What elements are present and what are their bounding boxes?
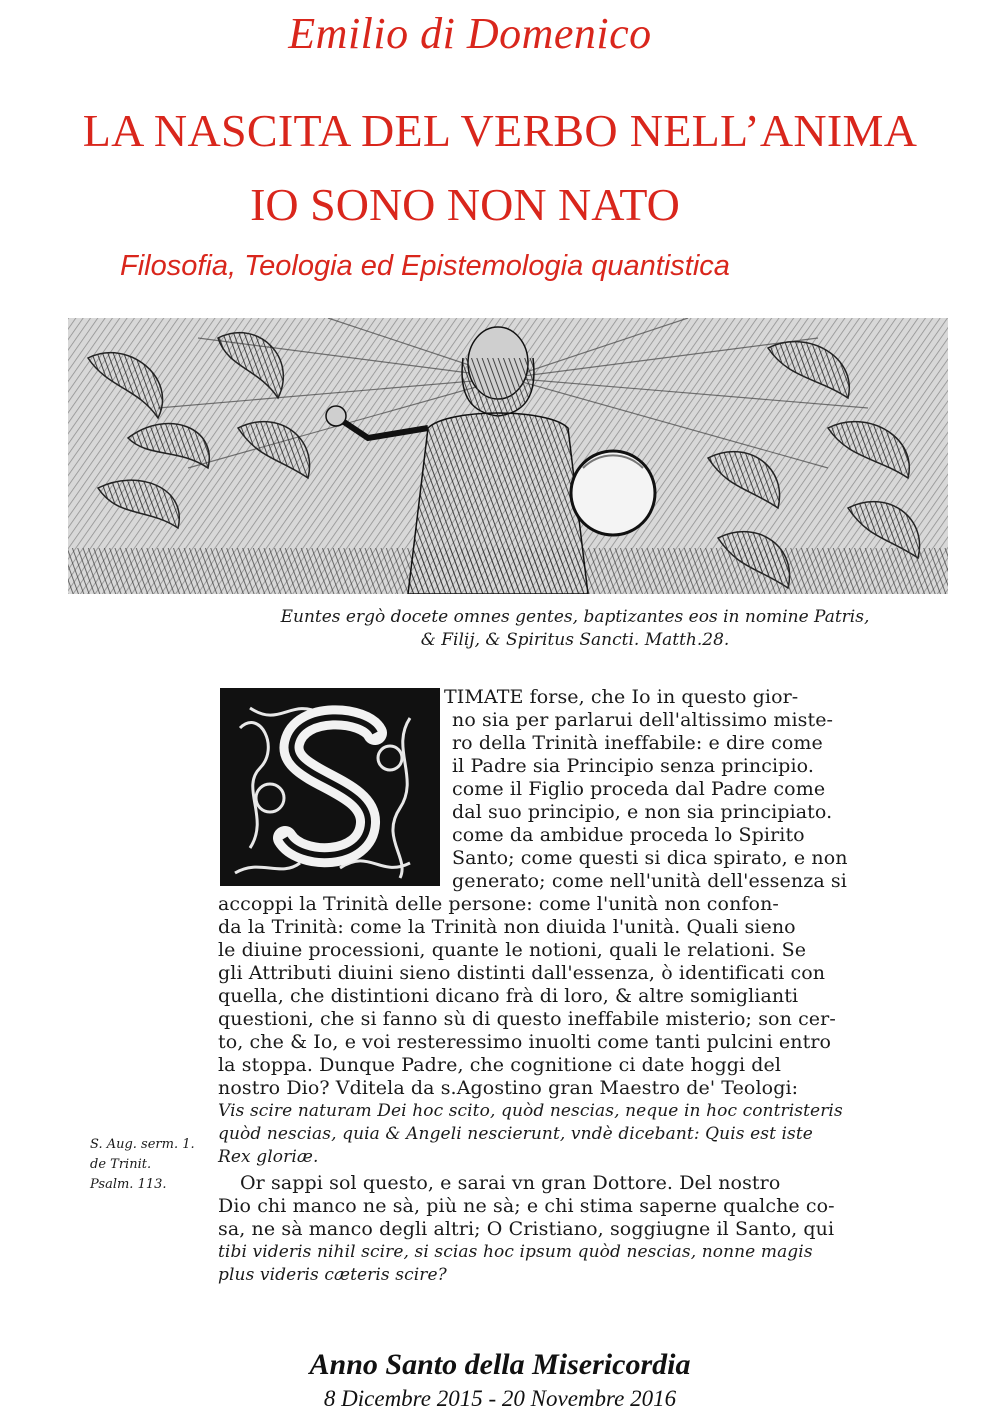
- text-line: Santo; come questi si dica spirato, e non: [452, 847, 848, 869]
- text-line: quella, che distintioni dicano frà di loro, & altre somiglianti: [218, 985, 799, 1007]
- text-line: ro della Trinità ineffabile: e dire come: [452, 732, 823, 754]
- book-subtitle: Filosofia, Teologia ed Epistemologia quantistica: [120, 250, 730, 282]
- text-line: Or sappi sol questo, e sarai vn gran Dottore. Del nostro: [240, 1172, 781, 1194]
- book-title-line-2: IO SONO NON NATO: [250, 179, 680, 230]
- text-line: questioni, che si fanno sù di questo ineffabile misterio; son cer-: [218, 1008, 836, 1030]
- text-line: dal suo principio, e non sia principiato.: [452, 801, 833, 823]
- author-name: Emilio di Domenico: [288, 9, 652, 58]
- text-line: nostro Dio? Vditela da s.Agostino gran Maestro de' Teologi:: [218, 1077, 799, 1099]
- text-line: to, che & Io, e voi resteressimo inuolti come tanti pulcini entro: [218, 1031, 832, 1053]
- text-line: plus videris cæteris scire?: [218, 1265, 447, 1285]
- body-text: [60, 600, 960, 1320]
- text-line: la stoppa. Dunque Padre, che cognitione ci date hoggi del: [218, 1054, 782, 1076]
- margin-citation: [90, 1135, 220, 1195]
- holy-year-title: Anno Santo della Misericordia: [309, 1348, 691, 1381]
- woodcut-engraving-image: [68, 318, 948, 594]
- margin-citation-line: de Trinit.: [90, 1157, 152, 1172]
- woodcut-christ-with-orb-icon: [68, 318, 948, 594]
- margin-citation-line: Psalm. 113.: [90, 1177, 167, 1192]
- book-page-excerpt: [60, 600, 960, 1320]
- text-line: Vis scire naturam Dei hoc scito, quòd nescias, neque in hoc contristeris: [218, 1101, 843, 1121]
- margin-citation-line: S. Aug. serm. 1.: [90, 1137, 195, 1152]
- motto-line-2: & Filij, & Spiritus Sancti. Matth.28.: [420, 630, 730, 650]
- text-line: come da ambidue proceda lo Spirito: [452, 824, 805, 846]
- text-line: come il Figlio proceda dal Padre come: [452, 778, 826, 800]
- motto-line-1: Euntes ergò docete omnes gentes, baptizantes eos in nomine Patris,: [280, 607, 870, 627]
- text-line: sa, ne sà manco degli altri; O Cristiano, soggiugne il Santo, qui: [218, 1218, 835, 1240]
- text-line: TIMATE forse, che Io in questo gior-: [444, 686, 799, 708]
- text-line: tibi videris nihil scire, si scias hoc ipsum quòd nescias, nonne magis: [218, 1242, 813, 1262]
- text-line: il Padre sia Principio senza principio.: [452, 755, 814, 777]
- holy-year-dates: 8 Dicembre 2015 - 20 Novembre 2016: [323, 1386, 677, 1411]
- text-line: le diuine processioni, quante le notioni, quali le relationi. Se: [218, 939, 807, 961]
- text-line: da la Trinità: come la Trinità non diuida l'unità. Quali sieno: [218, 916, 796, 938]
- text-line: accoppi la Trinità delle persone: come l'unità non confon-: [218, 893, 779, 915]
- text-line: no sia per parlarui dell'altissimo miste-: [452, 709, 834, 731]
- text-line: quòd nescias, quia & Angeli nescierunt, vndè dicebant: Quis est iste: [218, 1124, 813, 1144]
- text-line: generato; come nell'unità dell'essenza si: [452, 870, 847, 892]
- text-line: Rex gloriæ.: [218, 1147, 319, 1167]
- book-title-line-1: LA NASCITA DEL VERBO NELL’ANIMA: [82, 105, 918, 156]
- text-line: Dio chi manco ne sà, più ne sà; e chi stima saperne qualche co-: [218, 1195, 835, 1217]
- text-line: gli Attributi diuini sieno distinti dall'essenza, ò identificati con: [218, 962, 826, 984]
